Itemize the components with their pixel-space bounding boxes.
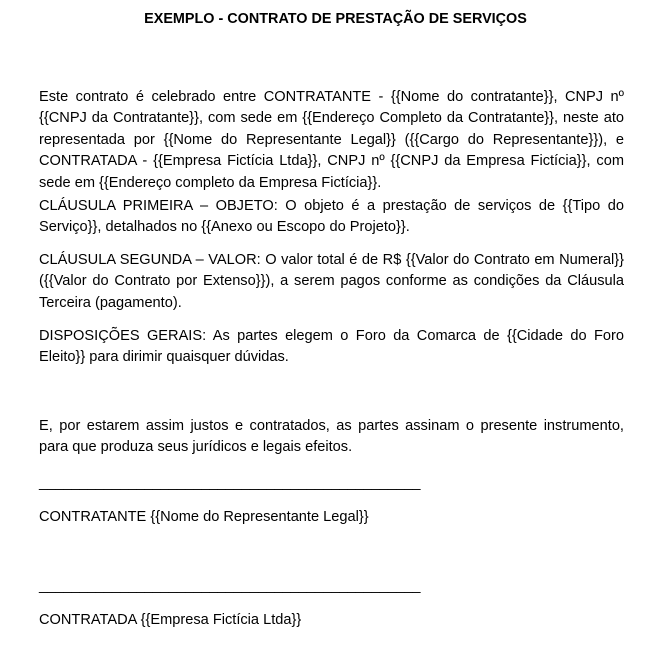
clause-second-paragraph: CLÁUSULA SEGUNDA – VALOR: O valor total é de R$ {{Valor do Contrato em Numeral}} ({{Valor do Contrato por Extenso}}), a serem pagos conforme as condições da Cláusula Terceira (pagamento). xyxy=(39,252,624,311)
signature-name-contratante: CONTRATANTE {{Nome do Representante Legal}} xyxy=(39,509,369,525)
general-provisions-paragraph: DISPOSIÇÕES GERAIS: As partes elegem o Foro da Comarca de {{Cidade do Foro Eleito}} para dirimir quaisquer dúvidas. xyxy=(39,328,624,366)
intro-paragraph: Este contrato é celebrado entre CONTRATANTE - {{Nome do contratante}}, CNPJ nº {{CNPJ da Contratante}}, com sede em {{Endereço Completo da Contratante}}, neste ato representada por {{Nome do Representante Legal}} ({{Cargo do Representante}}), e CONTRATADA - {{Empresa Fictícia Ltda}}, CNPJ nº {{CNPJ da Empresa Fictícia}}, com sede em {{Endereço completo da Empresa Fictícia}}. xyxy=(39,89,624,191)
document-title: EXEMPLO - CONTRATO DE PRESTAÇÃO DE SERVIÇOS xyxy=(144,11,527,27)
signature-name-contratada: CONTRATADA {{Empresa Fictícia Ltda}} xyxy=(39,612,302,628)
signature-line-contratada: _______________________________________________ xyxy=(39,578,421,594)
clause-first-paragraph: CLÁUSULA PRIMEIRA – OBJETO: O objeto é a prestação de serviços de {{Tipo do Serviço}}, detalhados no {{Anexo ou Escopo do Projeto}}. xyxy=(39,198,624,236)
signature-line-contratante: _______________________________________________ xyxy=(39,475,421,491)
closing-paragraph: E, por estarem assim justos e contratados, as partes assinam o presente instrumento, para que produza seus jurídicos e legais efeitos. xyxy=(39,418,624,456)
